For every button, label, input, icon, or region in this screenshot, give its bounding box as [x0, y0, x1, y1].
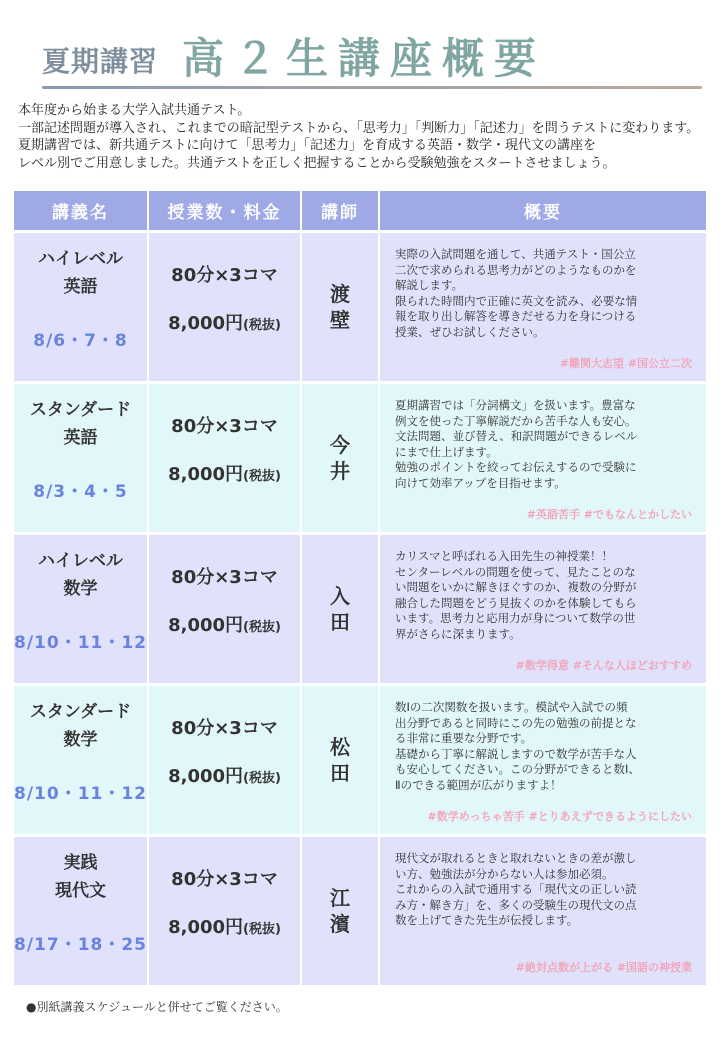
- course-level: ハイレベル: [38, 551, 123, 571]
- teacher-name: 松田: [330, 735, 350, 785]
- tax-note: (税抜): [243, 922, 281, 937]
- teacher-name: 今井: [330, 433, 350, 483]
- overview-line: 基礎から丁寧に解説しますので数学が苦手な人: [395, 746, 637, 761]
- table-row: [14, 686, 706, 834]
- fee-amount: 8,000円: [168, 917, 244, 938]
- course-fee: [168, 309, 281, 335]
- fee-amount: 8,000円: [168, 313, 244, 334]
- fee-amount: 8,000円: [168, 615, 244, 636]
- footer-note: ●別紙講義スケジュールと併せてご覧ください。: [26, 1000, 288, 1014]
- page-title: [42, 30, 546, 86]
- table-row: [14, 535, 706, 683]
- course-cell: [14, 233, 147, 381]
- tax-note: (税抜): [243, 620, 281, 635]
- overview-cell: [380, 837, 706, 985]
- overview-cell: [380, 233, 706, 381]
- overview-line: 授業、ぜひお試しください。: [395, 324, 545, 339]
- teacher-cell: [302, 535, 378, 683]
- overview-line: 夏期講習では「分詞構文」を扱います。豊富な: [395, 398, 636, 412]
- overview-line: これからの入試で通用する「現代文の正しい読: [395, 882, 637, 896]
- intro-line: 本年度から始まる大学入試共通テスト。: [18, 103, 251, 118]
- overview-line: い問題をいかに解きほぐすのか、複数の分野が: [395, 580, 637, 594]
- course-dates: 8/6・7・8: [33, 331, 128, 351]
- overview-line: い方、勉強法が分からない人は参加必須。: [395, 866, 614, 881]
- teacher-cell: [302, 384, 378, 532]
- intro-line: レベル別でご用意しました。共通テストを正しく把握することから受験勉強をスタートさせましょう。: [18, 155, 616, 171]
- header-overview: 概要: [380, 191, 706, 230]
- price-cell: [149, 837, 300, 985]
- teacher-cell: [302, 686, 378, 834]
- course-fee: [168, 611, 281, 637]
- tax-note: (税抜): [243, 771, 281, 786]
- course-dates: 8/10・11・12: [14, 633, 148, 653]
- hashtags: #数学めっちゃ苦手 #とりあえずできるようにしたい: [427, 809, 692, 823]
- title-main: 高２生講座概要: [182, 34, 547, 83]
- fee-amount: 8,000円: [168, 766, 244, 787]
- course-cell: [14, 384, 147, 532]
- overview-line: 勉強のポイントを絞ってお伝えするので受験に: [395, 460, 637, 474]
- overview-line: 融合した問題をどう見抜くのかを体験してもら: [395, 595, 637, 610]
- overview-line: 報を取り出し解答を導きだせる力を身につける: [395, 309, 637, 323]
- overview-line: 例文を使った丁寧解説だから苦手な人も安心。: [395, 413, 637, 428]
- tax-note: (税抜): [243, 469, 281, 484]
- intro-text: [18, 102, 718, 172]
- course-level: スタンダード: [29, 702, 132, 722]
- course-level: 実践: [63, 853, 98, 873]
- table-row: [14, 233, 706, 381]
- course-subject: 現代文: [55, 881, 106, 901]
- table-row: [14, 384, 706, 532]
- course-level: ハイレベル: [38, 249, 123, 269]
- session-count: 80分×3コマ: [171, 416, 278, 437]
- course-fee: [168, 913, 281, 939]
- overview-line: 現代文が取れるときと取れないときの差が激し: [395, 851, 637, 865]
- intro-line: 夏期講習では、新共通テストに向けて「思考力」「記述力」を育成する英語・数学・現代文の講座を: [18, 138, 596, 153]
- course-name: [55, 849, 106, 905]
- title-season: 夏期講習: [42, 45, 159, 78]
- course-name: [38, 547, 123, 603]
- course-subject: 英語: [63, 428, 98, 448]
- course-name: [30, 396, 131, 452]
- hashtags: #英語苦手 #でもなんとかしたい: [526, 507, 692, 521]
- price-cell: [149, 535, 300, 683]
- overview-cell: [380, 686, 706, 834]
- overview-line: 数を上げてきた先生が伝授します。: [395, 913, 579, 927]
- course-fee: [168, 762, 281, 788]
- teacher-name: 入田: [330, 584, 350, 634]
- overview-line: にまで仕上げます。: [395, 444, 498, 459]
- overview-line: 解説します。: [395, 278, 464, 292]
- header-course: 講義名: [14, 191, 147, 230]
- overview-line: 数Ⅰの二次関数を扱います。模試や入試での頻: [395, 700, 628, 714]
- overview-cell: [380, 535, 706, 683]
- overview-line: センターレベルの問題を使って、見たことのな: [395, 564, 636, 579]
- price-cell: [149, 233, 300, 381]
- hashtags: #数学得意 #そんな人ほどおすすめ: [515, 658, 692, 672]
- course-name: [38, 245, 123, 301]
- price-cell: [149, 384, 300, 532]
- header-teacher: 講師: [302, 191, 378, 230]
- overview-line: 界がさらに深まります。: [395, 626, 521, 641]
- overview-line: Ⅱのできる範囲が広がりますよ！: [395, 777, 562, 792]
- teacher-cell: [302, 233, 378, 381]
- overview-line: 文法問題、並び替え、和訳問題ができるレベル: [395, 429, 638, 443]
- course-fee: [168, 460, 281, 486]
- overview-line: も安心してください。この分野ができると数Ⅰ、: [395, 762, 640, 776]
- course-cell: [14, 535, 147, 683]
- overview-line: る非常に重要な分野です。: [395, 731, 533, 745]
- course-subject: 数学: [63, 730, 98, 750]
- course-cell: [14, 837, 147, 985]
- course-dates: 8/10・11・12: [14, 784, 148, 804]
- session-count: 80分×3コマ: [171, 567, 278, 588]
- overview-line: 向けて効率アップを目指せます。: [395, 475, 566, 490]
- course-table: [14, 191, 706, 985]
- overview-line: います。思考力と応用力が身について数学の世: [395, 611, 636, 625]
- course-dates: 8/3・4・5: [33, 482, 128, 502]
- teacher-name: 江濱: [330, 886, 350, 936]
- session-count: 80分×3コマ: [171, 718, 278, 739]
- header-sessions-fee: 授業数・料金: [149, 191, 300, 230]
- overview-line: 実際の入試問題を通して、共通テスト・国公立: [395, 247, 636, 261]
- overview-line: カリスマと呼ばれる入田先生の神授業！！: [395, 549, 614, 563]
- session-count: 80分×3コマ: [171, 869, 278, 890]
- overview-line: み方・解き方」を、多くの受験生の現代文の点: [395, 897, 637, 912]
- course-subject: 英語: [63, 277, 98, 297]
- overview-line: 限られた時間内で正確に英文を読み、必要な情: [395, 293, 638, 308]
- course-subject: 数学: [63, 579, 98, 599]
- session-count: 80分×3コマ: [171, 265, 278, 286]
- title-underline: [42, 86, 702, 89]
- overview-cell: [380, 384, 706, 532]
- table-row: [14, 837, 706, 985]
- fee-amount: 8,000円: [168, 464, 244, 485]
- hashtags: #難関大志望 #国公立二次: [559, 356, 692, 370]
- table-header: [14, 191, 706, 230]
- overview-line: 二次で求められる思考力がどのようなものかを: [395, 262, 637, 277]
- teacher-name: 渡壁: [330, 282, 350, 332]
- hashtags: #絶対点数が上がる #国語の神授業: [515, 960, 692, 974]
- teacher-cell: [302, 837, 378, 985]
- course-dates: 8/17・18・25: [14, 935, 148, 955]
- price-cell: [149, 686, 300, 834]
- course-cell: [14, 686, 147, 834]
- tax-note: (税抜): [243, 318, 281, 333]
- intro-line: 一部記述問題が導入され、これまでの暗記型テストから、「思考力」「判断力」「記述力」を問うテストに変わります。: [18, 120, 700, 136]
- course-name: [30, 698, 131, 754]
- course-level: スタンダード: [29, 400, 132, 420]
- overview-line: 出分野であると同時にこの先の勉強の前提とな: [395, 715, 637, 730]
